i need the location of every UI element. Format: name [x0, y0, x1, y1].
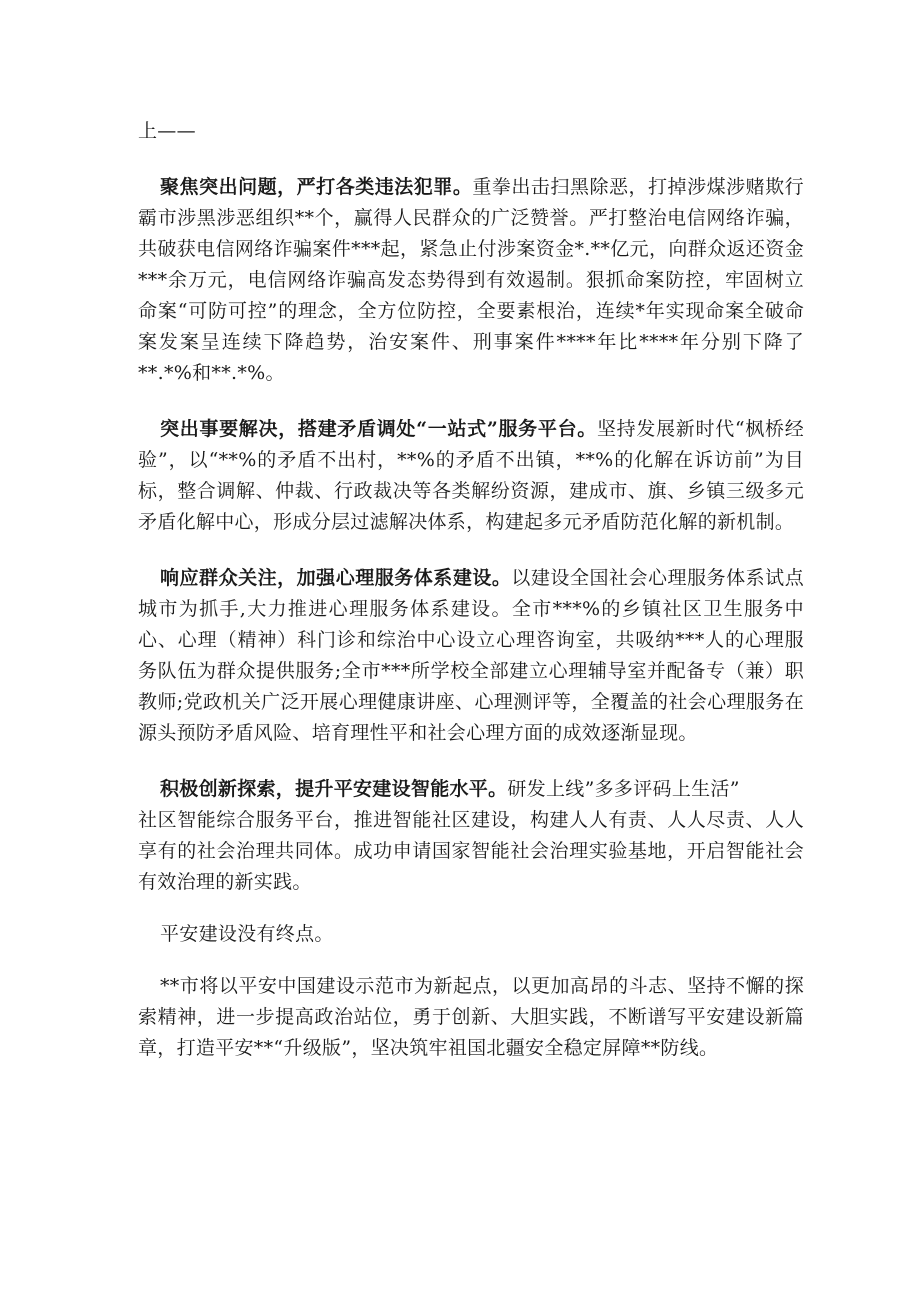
section-heading: 突出事要解决，搭建矛盾调处“一站式”服务平台。: [160, 418, 597, 440]
section-body: 研发上线”多多评码上生活”: [507, 778, 740, 800]
section-public-security: [138, 172, 804, 389]
section-smart-governance-continued: 社区智能综合服务平台，推进智能社区建设，构建人人有责、人人尽责、人人享有的社会治理共同体。成功申请国家智能社会治理实验基地，开启智能社会有效治理的新实践。: [138, 809, 804, 893]
section-smart-governance: [138, 774, 804, 805]
section-heading: 响应群众关注，加强心理服务体系建设。: [160, 567, 512, 589]
section-psych-services: [138, 563, 804, 749]
closing-short: 平安建设没有终点。: [160, 923, 334, 945]
section-body: 以建设全国社会心理服务体系试点城市为抓手,大力推进心理服务体系建设。全市***%的乡镇社区卫生服务中心、心理（精神）科门诊和综治中心设立心理咨询室，共吸纳***人的心理服务队伍为群众提供服务;全市***所学校全部建立心理辅导室并配备专（兼）职教师;党政机关广泛开展心理健康讲座、心理测评等，全覆盖的社会心理服务在源头预防矛盾风险、培育理性平和社会心理方面的成效逐渐显现。: [138, 567, 804, 744]
fragment-line: 上——: [138, 120, 196, 142]
section-body: 重拳出击扫黑除恶，打掉涉煤涉赌欺行霸市涉黑涉恶组织**个，赢得人民群众的广泛赞誉。严打整治电信网络诈骗，共破获电信网络诈骗案件***起，紧急止付涉案资金*.**亿元，向群众返还资金***余万元，电信网络诈骗高发态势得到有效遏制。狠抓命案防控，牢固树立命案“可防可控”的理念，全方位防控，全要素根治，连续*年实现命案全破命案发案呈连续下降趋势，治安案件、刑事案件****年比****年分别下降了**.*%和**.*%。: [138, 176, 804, 384]
section-heading: 聚焦突出问题，严打各类违法犯罪。: [160, 176, 473, 198]
section-body: 坚持发展新时代“枫桥经验”，以“**%的矛盾不出村，**%的矛盾不出镇，**%的化解在诉访前”为目标，整合调解、仲裁、行政裁决等各类解纷资源，建成市、旗、乡镇三级多元矛盾化解中心，形成分层过滤解决体系，构建起多元矛盾防范化解的新机制。: [138, 418, 805, 533]
section-heading: 积极创新探索，提升平安建设智能水平。: [160, 778, 508, 800]
section-dispute-resolution: [138, 414, 804, 538]
closing-paragraph: **市将以平安中国建设示范市为新起点，以更加高昂的斗志、坚持不懈的探索精神，进一步提高政治站位，勇于创新、大胆实践，不断谱写平安建设新篇章，打造平安**“升级版”，坚决筑牢祖国北疆安全稳定屏障**防线。: [138, 975, 804, 1059]
